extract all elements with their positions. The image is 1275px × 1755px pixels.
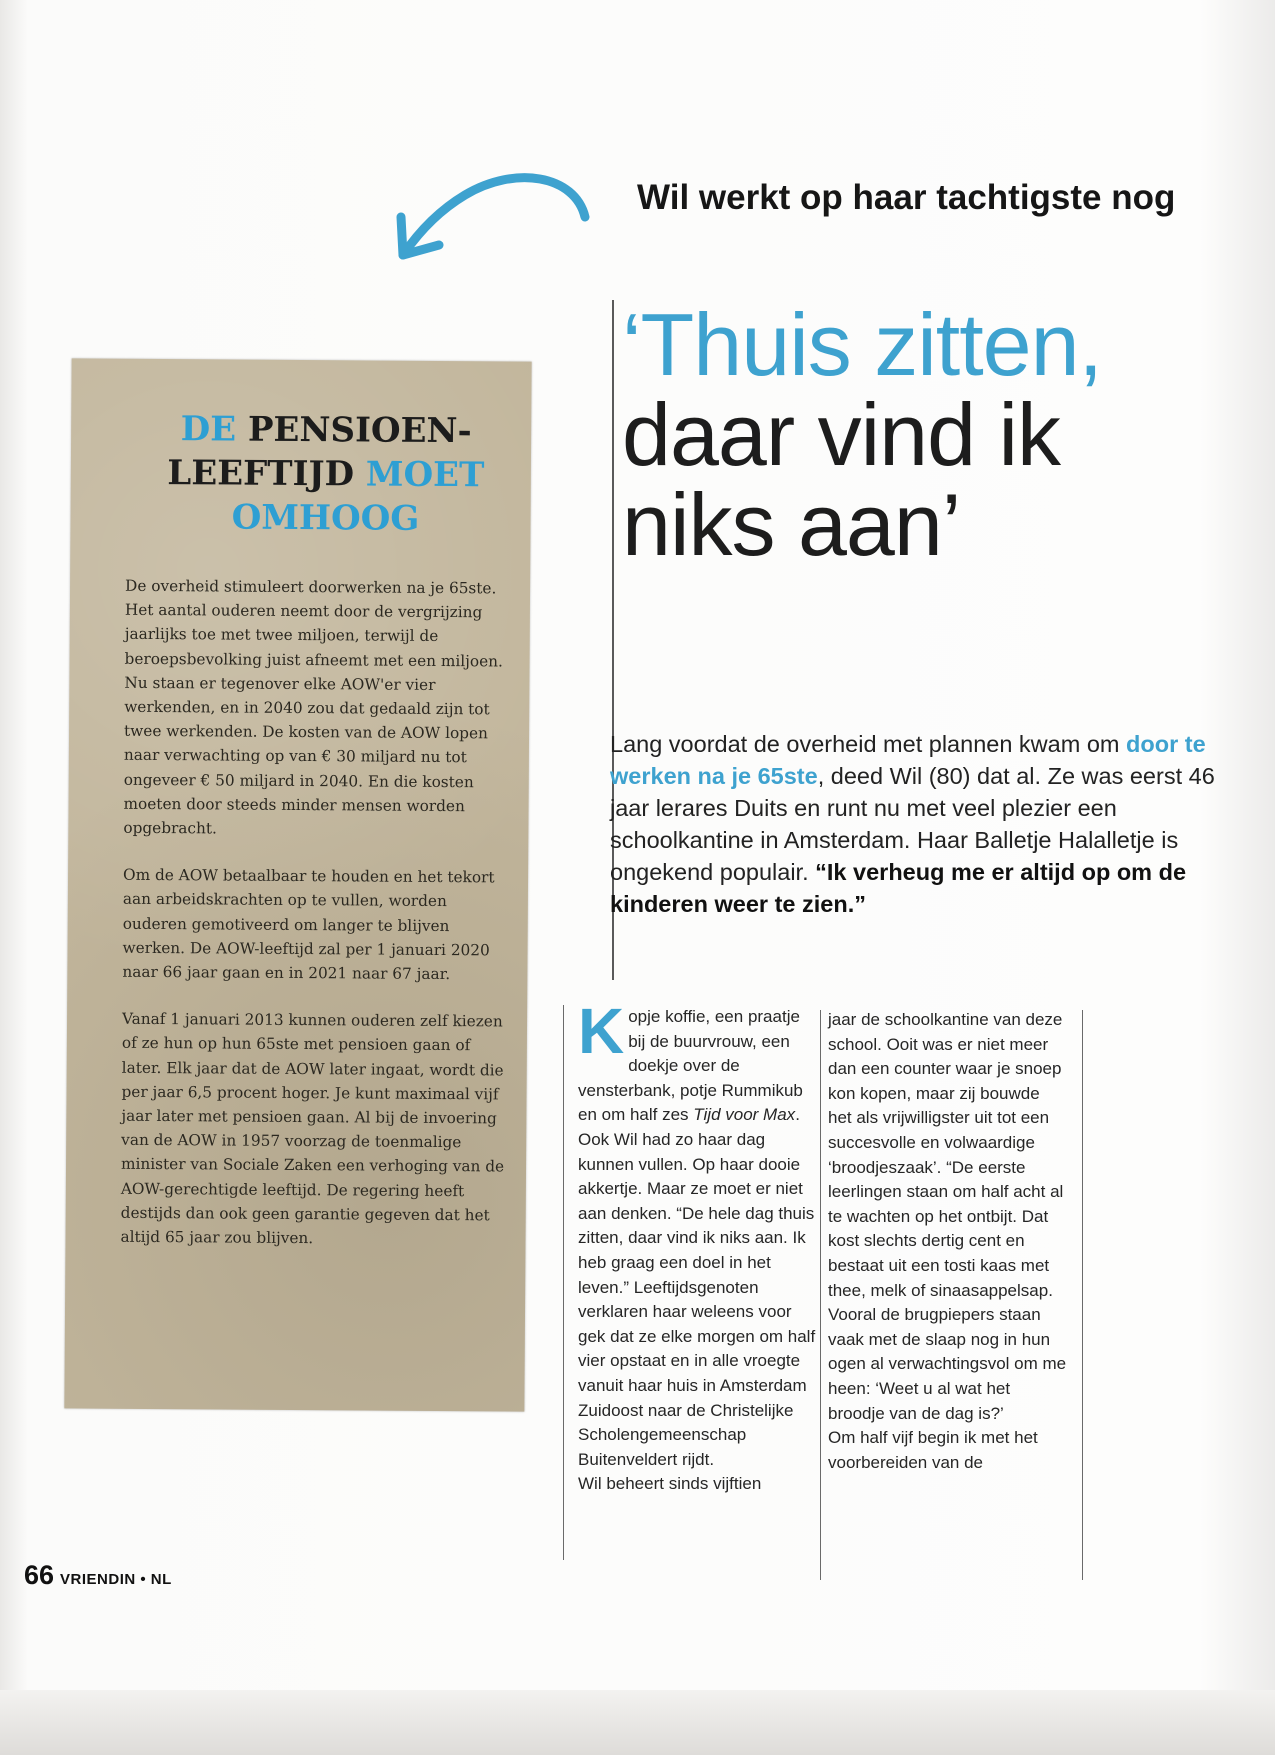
news-clipping xyxy=(64,358,531,1411)
clipping-title-omhoog: OMHOOG xyxy=(231,497,420,539)
clipping-paragraph: De overheid stimuleert doorwerken na je 65ste. Het aantal ouderen neemt door de vergrijzing jaarlijks toe met twee miljoen, terwijl de beroepsbevolking juist afneemt met een miljoen. Nu staan er tegenover elke AOW'er vier werkenden, en in 2040 zou dat gedaald zijn tot twee werkenden. De kosten van de AOW lopen naar verwachting op van € 30 miljard nu tot ongeveer € 50 miljard in 2040. En die kosten moeten door steeds minder mensen worden opgebracht. xyxy=(123,576,503,838)
clipping-title-leeftijd: LEEFTIJD xyxy=(167,453,355,495)
clipping-title-moet: MOET xyxy=(365,454,485,496)
clipping-title xyxy=(145,407,506,542)
quote-line-2: daar vind ik xyxy=(622,385,1061,484)
intro-text-2: , deed Wil (80) dat al. Ze was eerst 46 jaar lerares Duits en runt nu met veel plezier een schoolkantine in Amsterdam. Haar Balletje Halalletje is ongekend populair. xyxy=(610,763,1215,885)
clipping-paragraph: Vanaf 1 januari 2013 kunnen ouderen zelf kiezen of ze hun op hun 65ste met pensioen gaan of later. Elk jaar dat de AOW later ingaat, wordt die per jaar 6,5 procent hoger. Je kunt maximaal vijf jaar later met pensioen gaan. Al bij de invoering van de AOW in 1957 voorzag de toenmalige minister van Sociale Zaken een verhoging van de AOW-gerechtigde leeftijd. De regering heeft destijds dan ook geen garantie gegeven dat het altijd 65 jaar zou blijven. xyxy=(120,1010,505,1248)
body-column-1 xyxy=(578,995,818,1497)
column-1-text-b: . Ook Wil had zo haar dag kunnen vullen. Op haar dooie akkertje. Maar ze moet er niet aan denken. “De hele dag thuis zitten, daar vind ik niks aan. Ik heb graag een doel in het leven.” Leeftijdsgenoten verklaren haar weleens voor gek dat ze elke morgen om half vier opstaat en in alle vroegte vanuit haar huis in Amsterdam Zuidoost naar de Christelijke Scholengemeenschap Buitenveldert rijdt. xyxy=(578,1105,816,1469)
column-rule-left xyxy=(563,1005,564,1560)
intro-paragraph xyxy=(610,728,1215,920)
column-1-italic: Tijd voor Max xyxy=(693,1105,796,1125)
quote-line-3: niks aan’ xyxy=(622,475,961,574)
drop-cap: K xyxy=(578,995,625,1067)
column-1-text-c: Wil beheert sinds vijftien xyxy=(578,1474,762,1494)
clipping-title-pensioen: PENSIOEN- xyxy=(247,409,472,452)
page-number: 66 xyxy=(24,1560,55,1590)
article-kicker: Wil werkt op haar tachtigste nog xyxy=(637,178,1176,217)
column-1-text-a: opje koffie, een praatje bij de buurvrouw, een doekje over de vensterbank, potje Rummikub en om half zes xyxy=(578,1007,803,1125)
column-rule-middle xyxy=(820,1010,821,1580)
clipping-paragraph: Om de AOW betaalbaar te houden en het tekort aan arbeidskrachten op te vullen, worden ouderen gemotiveerd om langer te blijven werken. De AOW-leeftijd zal per 1 januari 2020 naar 66 jaar gaan en in 2021 naar 67 jaar. xyxy=(122,866,495,984)
magazine-name: VRIENDIN • NL xyxy=(60,1571,172,1588)
column-2-text-b: Om half vijf begin ik met het voorbereiden van de xyxy=(828,1428,1038,1472)
clipping-body xyxy=(120,574,510,1275)
intro-text-1: Lang voordat de overheid met plannen kwam om xyxy=(610,731,1120,757)
bleed-through-text xyxy=(120,95,132,139)
headline-quote xyxy=(622,295,1262,574)
column-2-text-a: jaar de schoolkantine van deze school. Ooit was er niet meer dan een counter waar je snoep kon kopen, maar zij bouwde het als vrijwilligster uit tot een succesvolle en volwaardige ‘broodjeszaak’. “De eerste leerlingen staan om half acht al te wachten op het ontbijt. Dat kost slechts dertig cent en bestaat uit een tosti kaas met thee, melk of sinaasappelsap. Vooral de brugpiepers staan vaak met de slaap nog in hun ogen al verwachtingsvol om me heen: ‘Weet u al wat het broodje van de dag is?’ xyxy=(828,1010,1067,1423)
quote-line-1: ‘Thuis zitten, xyxy=(622,295,1102,394)
intro-highlight: door te werken na je 65ste xyxy=(610,731,1206,789)
scan-edge xyxy=(0,1690,1275,1755)
page-footer xyxy=(24,1560,172,1591)
intro-quote: “Ik verheug me er altijd op om de kinderen weer te zien.” xyxy=(610,859,1187,917)
clipping-title-de: DE xyxy=(180,409,237,450)
curved-arrow-icon xyxy=(395,155,605,275)
body-column-2 xyxy=(828,1008,1068,1475)
column-rule-right xyxy=(1082,1010,1083,1580)
